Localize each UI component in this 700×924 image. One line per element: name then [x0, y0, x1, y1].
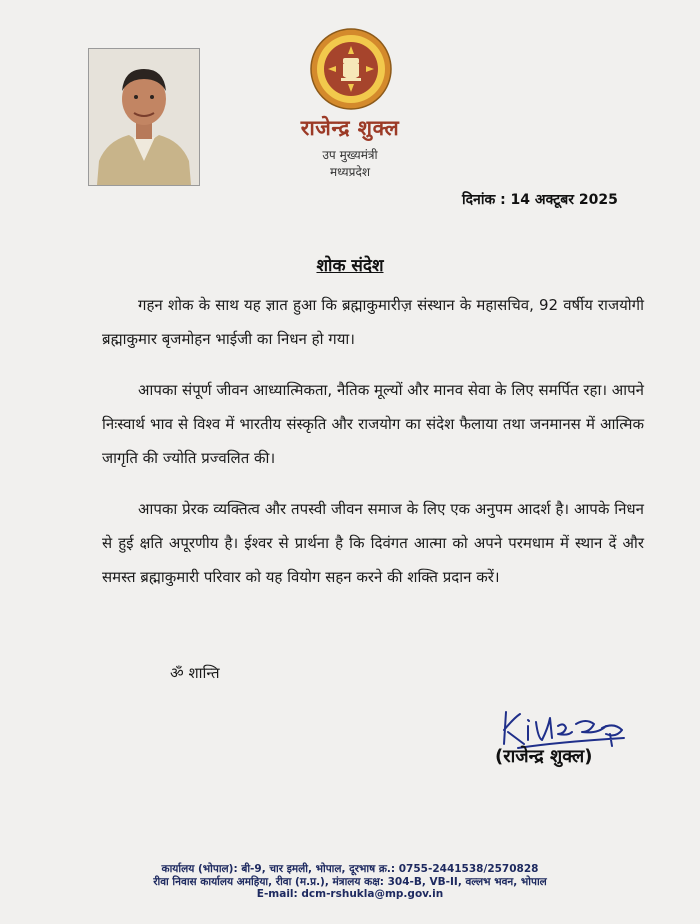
letter-date: दिनांक : 14 अक्टूबर 2025 [462, 192, 618, 208]
signatory-name: (राजेन्द्र शुक्ल) [495, 746, 593, 767]
paragraph-3-text: आपका प्रेरक व्यक्तित्व और तपस्वी जीवन समाज के लिए एक अनुपम आदर्श है। आपके निधन से हुई क्षति अपूरणीय है। ईश्वर से प्रार्थना है कि दिवंगत आत्मा को अपने परमधाम में स्थान दें और समस्त ब्रह्माकुमारी परिवार को यह वियोग सहन करने की शक्ति प्रदान करें। [102, 500, 644, 586]
footer-rewa-address: रीवा निवास कार्यालय अमहिया, रीवा (म.प्र.), मंत्रालय कक्ष: 304-B, VB-II, वल्लभ भवन, भोपाल [153, 876, 547, 888]
mp-state-emblem-icon [310, 28, 392, 110]
paragraph-2 [102, 373, 644, 475]
footer-office-address: कार्यालय (भोपाल): बी-9, चार इमली, भोपाल, दूरभाष क्र.: 0755-2441538/2570828 [161, 863, 539, 875]
letterhead-name: राजेन्द्र शुक्ल [300, 116, 400, 140]
paragraph-3 [102, 492, 644, 594]
letterhead-state: मध्यप्रदेश [329, 165, 370, 179]
footer-email: E-mail: dcm-rshukla@mp.gov.in [256, 888, 444, 900]
portrait-photo [88, 48, 200, 186]
closing-shanti: ॐ शान्ति [170, 664, 220, 682]
paragraph-1-text: गहन शोक के साथ यह ज्ञात हुआ कि ब्रह्माकुमारीज़ संस्थान के महासचिव, 92 वर्षीय राजयोगी ब्रह्माकुमार बृजमोहन भाईजी का निधन हो गया। [102, 296, 644, 348]
letterhead-post: उप मुख्यमंत्री [322, 148, 378, 162]
paragraph-2-text: आपका संपूर्ण जीवन आध्यात्मिकता, नैतिक मूल्यों और मानव सेवा के लिए समर्पित रहा। आपने निःस्वार्थ भाव से विश्व में भारतीय संस्कृति और राजयोग का संदेश फैलाया तथा जनमानस में आत्मिक जागृति की ज्योति प्रज्वलित की। [102, 381, 644, 467]
paragraph-1 [102, 288, 644, 356]
letter-subject: शोक संदेश [316, 256, 384, 276]
